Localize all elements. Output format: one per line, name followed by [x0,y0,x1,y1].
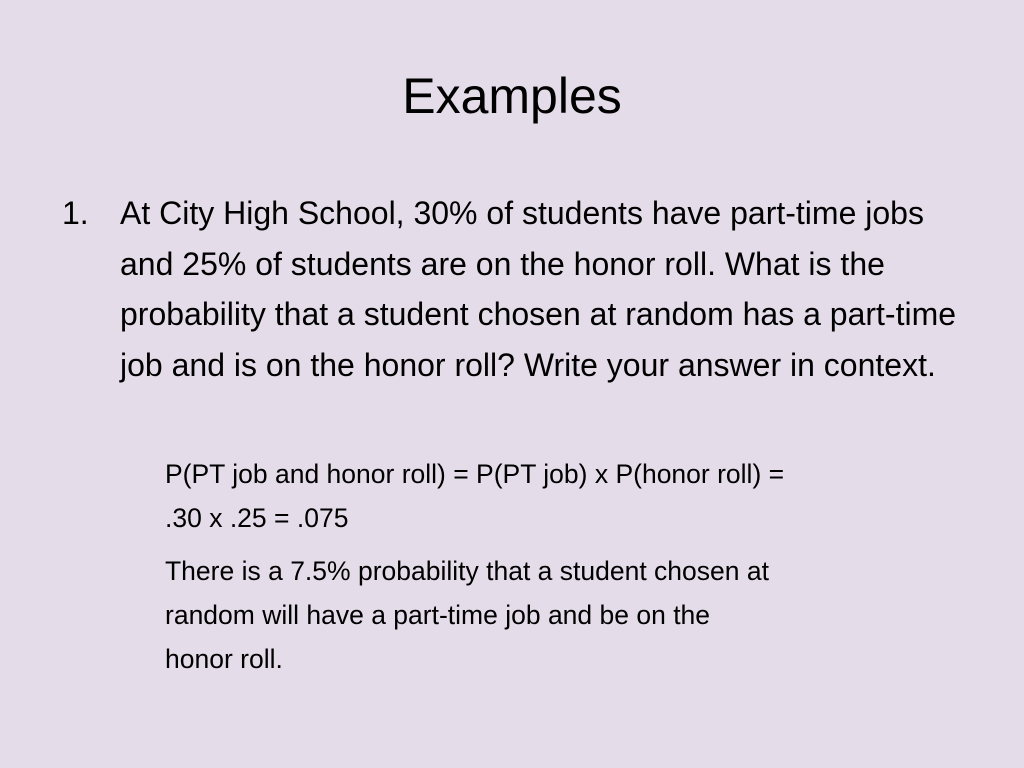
context-line-2: random will have a part-time job and be on the [165,600,711,630]
slide-title: Examples [402,68,622,124]
sub-point-calculation [165,452,965,540]
sub-point-context [165,549,965,681]
item-text: At City High School, 30% of students have part-time jobs and 25% of students are on the honor roll. What is the probability that a student chosen at random has a part-time job and is on the honor roll? Write your answer in context. [120,195,957,383]
item-number: 1. [62,195,89,231]
calculation-line-1: P(PT job and honor roll) = P(PT job) x P(honor roll) = [165,459,785,489]
context-line-3: honor roll. [165,644,283,674]
calculation-line-2: .30 x .25 = .075 [165,503,349,533]
context-line-1: There is a 7.5% probability that a student chosen at [165,556,769,586]
